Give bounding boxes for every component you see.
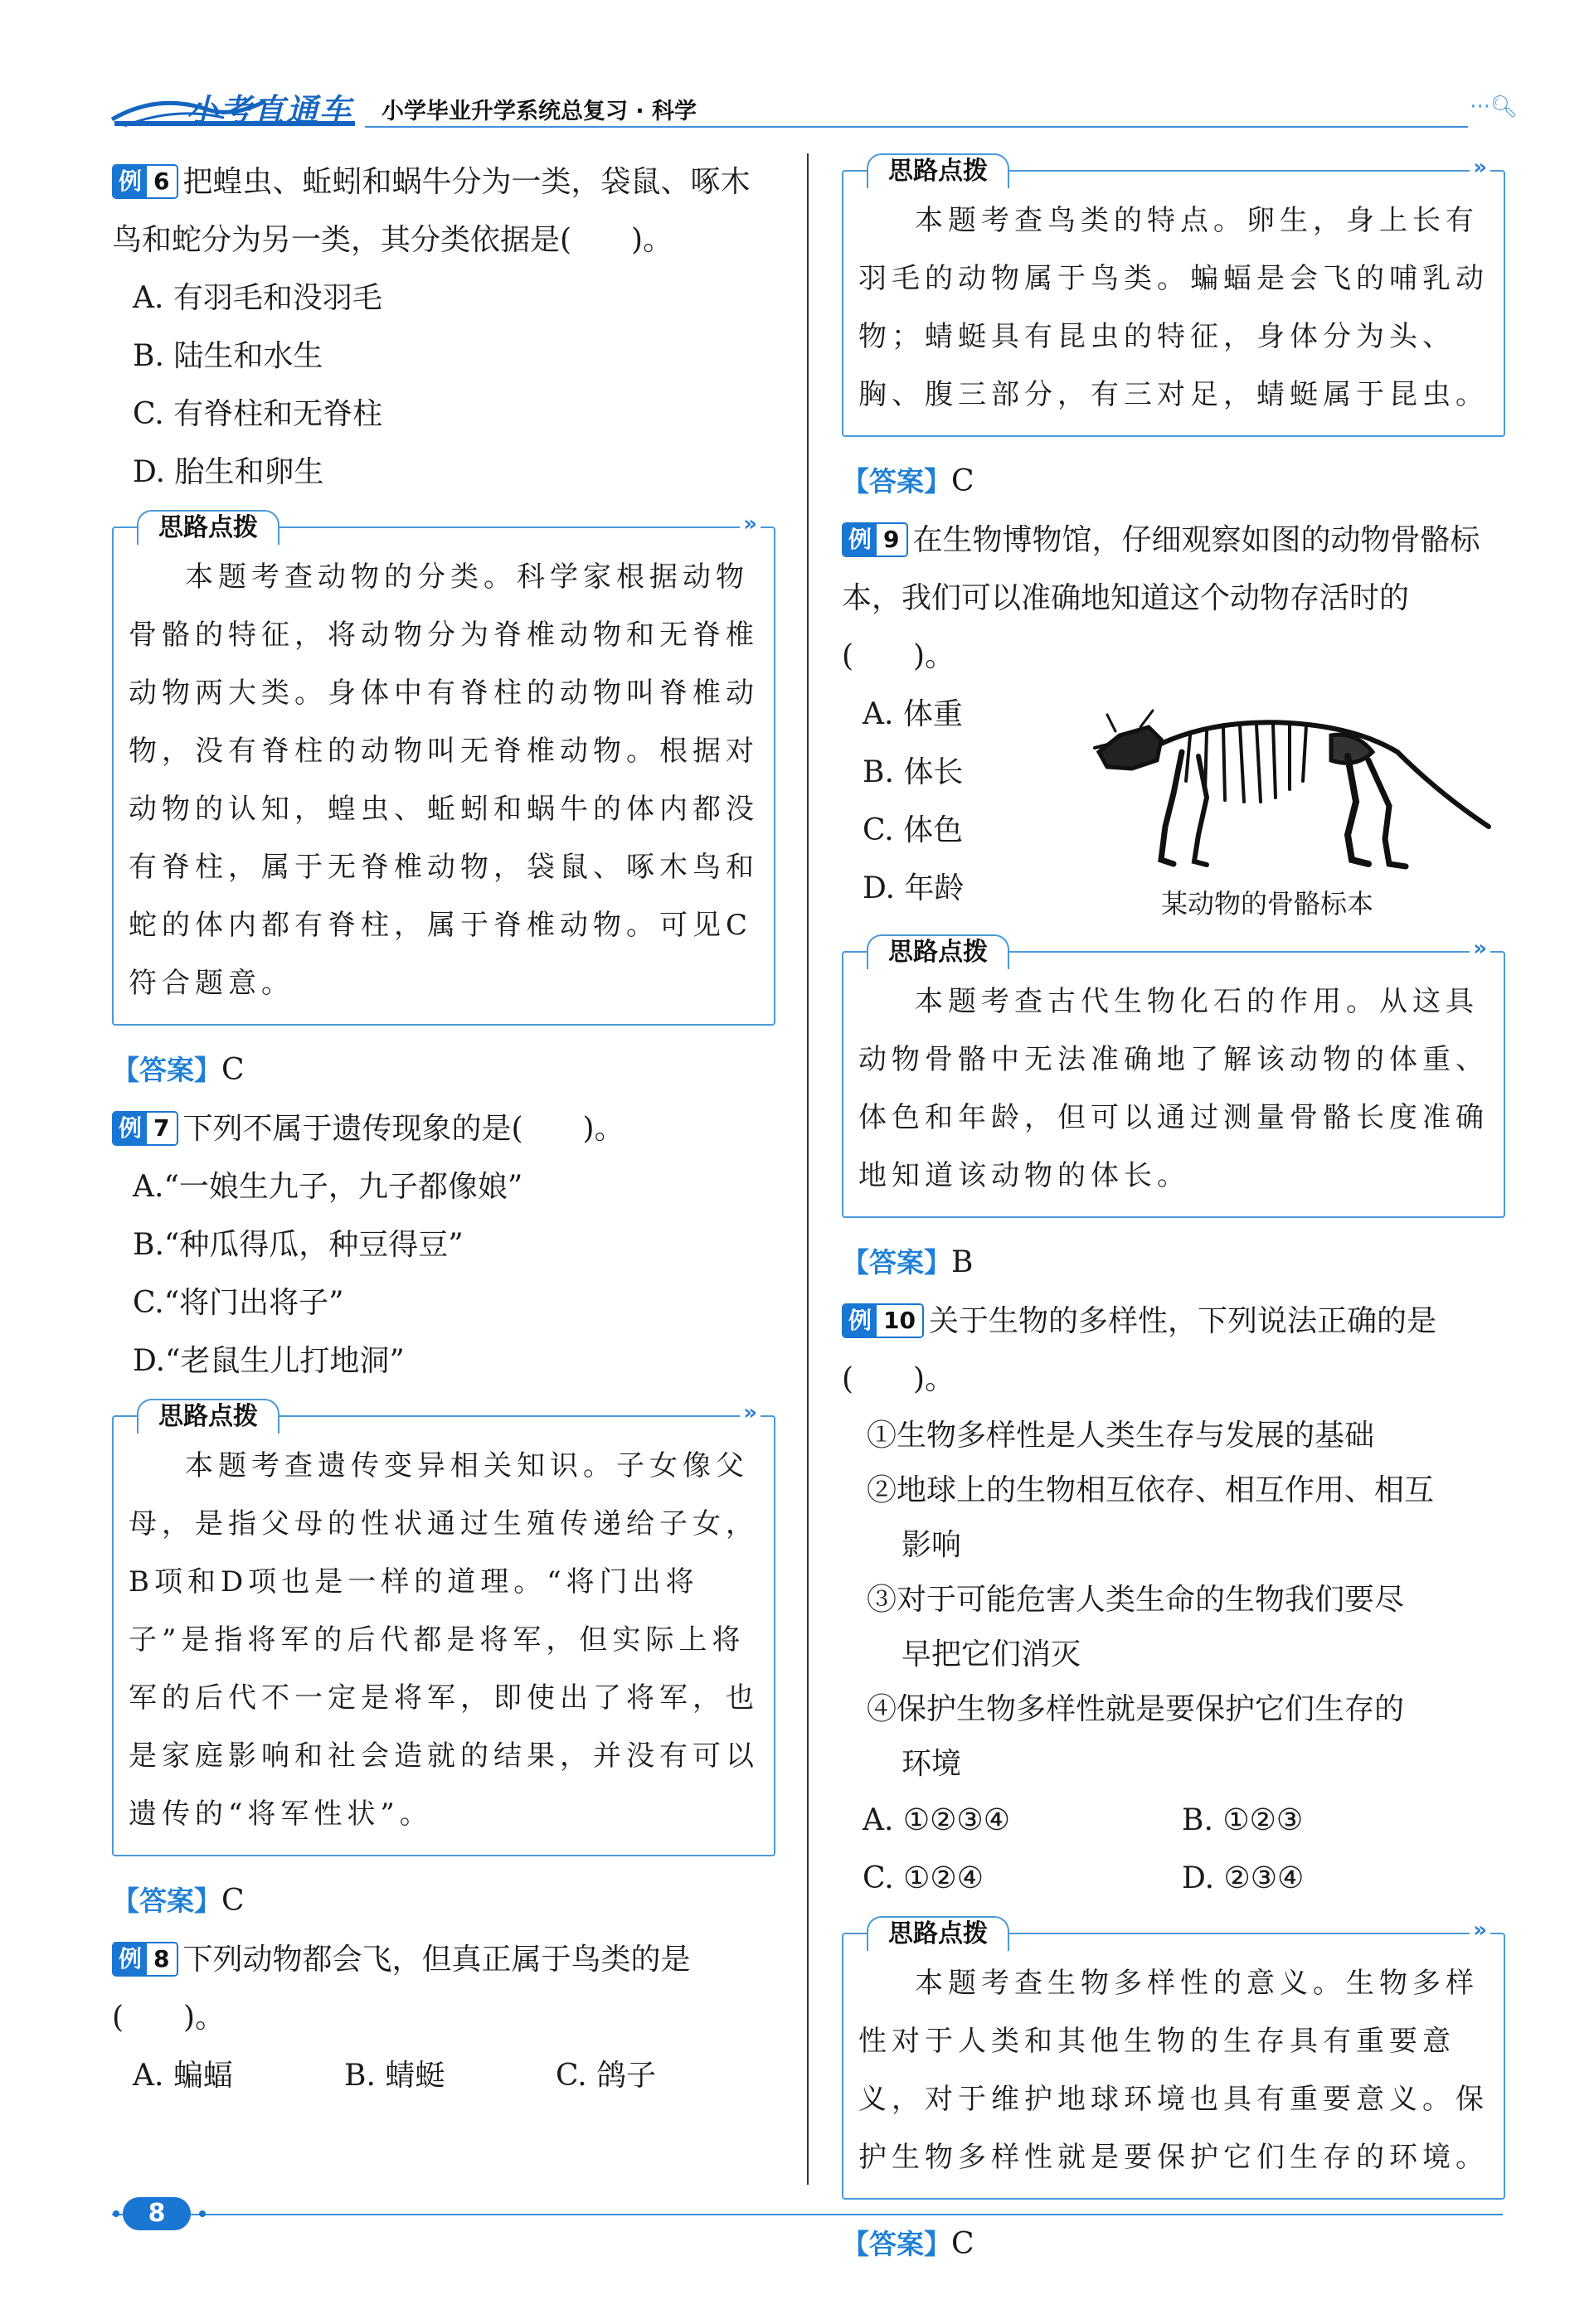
question-6 xyxy=(112,153,775,269)
hint-text: 本题考查动物的分类。科学家根据动物骨骼的特征，将动物分为脊椎动物和无脊椎动物两大类。身体中有脊柱的动物叫脊椎动物，没有脊柱的动物叫无脊椎动物。根据对动物的认知，蝗虫、蚯蚓和蜗牛的体内都没有脊柱，属于无脊椎动物，袋鼠、啄木鸟和蛇的体内都有脊柱，属于脊椎动物。可见C符合题意。 xyxy=(129,560,759,1000)
hint-text: 本题考查遗传变异相关知识。子女像父母，是指父母的性状通过生殖传递给子女，B项和D项也是一样的道理。“将门出将子”是指将军的后代都是将军，但实际上将军的后代不一定是将军，即使出了将军，也是家庭影响和社会造就的结果，并没有可以遗传的“将军性状”。 xyxy=(129,1449,759,1831)
options-row xyxy=(842,1792,1505,1850)
statement: ①生物多样性是人类生存与发展的基础 xyxy=(867,1419,1375,1453)
answer-tag: 【答案】 xyxy=(842,465,951,497)
hint-title: 思路点拨 xyxy=(867,153,1009,188)
hint-title: 思路点拨 xyxy=(867,1916,1009,1951)
footer-dot xyxy=(199,2210,206,2217)
hint-box xyxy=(842,1918,1505,2200)
question-text: 关于生物的多样性，下列说法正确的是( )。 xyxy=(842,1304,1436,1396)
answer-tag: 【答案】 xyxy=(842,2228,951,2260)
option: D.“老鼠生儿打地洞” xyxy=(133,1344,405,1378)
answer-value: B xyxy=(951,1245,974,1279)
option: A. 蝙蝠 xyxy=(133,2059,233,2093)
option: B. 体长 xyxy=(863,755,964,789)
question-text: 下列动物都会飞，但真正属于鸟类的是( )。 xyxy=(112,1943,691,2035)
options-list xyxy=(842,686,964,918)
logo-text: 小考直通车 xyxy=(187,92,353,129)
option: C.“将门出将子” xyxy=(133,1286,344,1320)
option: C. ①②④ xyxy=(863,1861,984,1895)
right-column xyxy=(842,153,1505,2274)
example-badge: 例 9 xyxy=(842,522,908,557)
header-rule xyxy=(365,126,1468,128)
page-number: 8 xyxy=(123,2197,191,2230)
question-9 xyxy=(842,512,1505,686)
answer-value: C xyxy=(951,2227,974,2261)
search-dots: ··· xyxy=(1470,95,1490,119)
option: C. 鸽子 xyxy=(556,2059,657,2093)
option: A.“一娘生九子，九子都像娘” xyxy=(133,1170,523,1204)
double-chevron-icon: » xyxy=(1470,936,1490,961)
hint-title: 思路点拨 xyxy=(137,510,279,545)
option: B. 陆生和水生 xyxy=(133,339,323,373)
example-badge: 例 8 xyxy=(112,1942,178,1977)
question-8 xyxy=(112,1931,775,2047)
hint-text: 本题考查生物多样性的意义。生物多样性对于人类和其他生物的生存具有重要意义，对于维护地球环境也具有重要意义。保护生物多样性就是要保护它们生存的环境。 xyxy=(858,1967,1489,2174)
option: C. 体色 xyxy=(863,813,964,847)
figure-caption: 某动物的骨骼标本 xyxy=(1161,888,1374,919)
question-text: 把蝗虫、蚯蚓和蜗牛分为一类，袋鼠、啄木鸟和蛇分为另一类，其分类依据是( )。 xyxy=(112,165,751,257)
column-divider xyxy=(807,153,809,2185)
answer-value: C xyxy=(221,1884,245,1918)
answer-tag: 【答案】 xyxy=(842,1246,951,1278)
footer-rule xyxy=(112,2214,1503,2215)
hint-box xyxy=(112,512,775,1026)
example-badge: 例 6 xyxy=(112,164,178,199)
search-icon: ···🔍︎ xyxy=(1470,95,1518,119)
option: B. ①②③ xyxy=(1182,1803,1304,1837)
option: A. 有羽毛和没羽毛 xyxy=(133,281,382,315)
statement: ③对于可能危害人类生命的生物我们要尽 早把它们消灭 xyxy=(867,1583,1405,1671)
double-chevron-icon: » xyxy=(740,1400,761,1425)
option: D. ②③④ xyxy=(1182,1861,1305,1895)
answer xyxy=(842,457,1505,507)
statement: ②地球上的生物相互依存、相互作用、相互 影响 xyxy=(867,1473,1435,1562)
hint-box xyxy=(112,1400,775,1856)
options-row xyxy=(112,2047,775,2105)
double-chevron-icon: » xyxy=(1470,155,1490,180)
footer-dot xyxy=(113,2210,119,2217)
hint-box xyxy=(842,936,1505,1218)
answer xyxy=(112,1046,775,1095)
question-text: 在生物博物馆，仔细观察如图的动物骨骼标本，我们可以准确地知道这个动物存活时的( )。 xyxy=(842,523,1480,673)
hint-box xyxy=(842,155,1505,437)
hint-text: 本题考查鸟类的特点。卵生，身上长有羽毛的动物属于鸟类。蝙蝠是会飞的哺乳动物；蜻蜓具有昆虫的特征，身体分为头、胸、腹三部分，有三对足，蜻蜓属于昆虫。 xyxy=(858,204,1489,411)
dinosaur-skeleton-image xyxy=(1082,702,1497,876)
hint-title: 思路点拨 xyxy=(867,934,1009,969)
hint-title: 思路点拨 xyxy=(137,1399,279,1434)
option: B. 蜻蜓 xyxy=(344,2059,445,2093)
option: B.“种瓜得瓜，种豆得豆” xyxy=(133,1228,464,1262)
answer-value: C xyxy=(221,1053,245,1087)
double-chevron-icon: » xyxy=(1470,1918,1490,1943)
double-chevron-icon: » xyxy=(740,512,761,536)
question-10 xyxy=(842,1293,1505,1409)
question-7 xyxy=(112,1100,775,1158)
series-title: 小学毕业升学系统总复习 · 科学 xyxy=(381,99,697,124)
answer-value: C xyxy=(951,464,974,498)
answer xyxy=(842,1238,1505,1288)
example-badge: 例 7 xyxy=(112,1111,178,1146)
option: C. 有脊柱和无脊柱 xyxy=(133,397,383,431)
statement: ④保护生物多样性就是要保护它们生存的 环境 xyxy=(867,1692,1405,1781)
option: A. 体重 xyxy=(863,697,963,731)
answer xyxy=(112,1876,775,1926)
left-column xyxy=(112,153,775,2105)
option: A. ①②③④ xyxy=(863,1803,1010,1837)
option: D. 年龄 xyxy=(863,871,965,905)
hint-text: 本题考查古代生物化石的作用。从这具动物骨骼中无法准确地了解该动物的体重、体色和年龄，但可以通过测量骨骼长度准确地知道该动物的体长。 xyxy=(858,985,1489,1192)
page-header xyxy=(108,83,1518,134)
figure-block xyxy=(842,686,1505,926)
example-badge: 例 10 xyxy=(842,1303,924,1338)
options-row xyxy=(842,1850,1505,1908)
option: D. 胎生和卵生 xyxy=(133,455,324,489)
answer xyxy=(842,2220,1505,2269)
answer-tag: 【答案】 xyxy=(112,1054,221,1086)
answer-tag: 【答案】 xyxy=(112,1885,221,1917)
question-text: 下列不属于遗传现象的是( )。 xyxy=(182,1112,624,1146)
